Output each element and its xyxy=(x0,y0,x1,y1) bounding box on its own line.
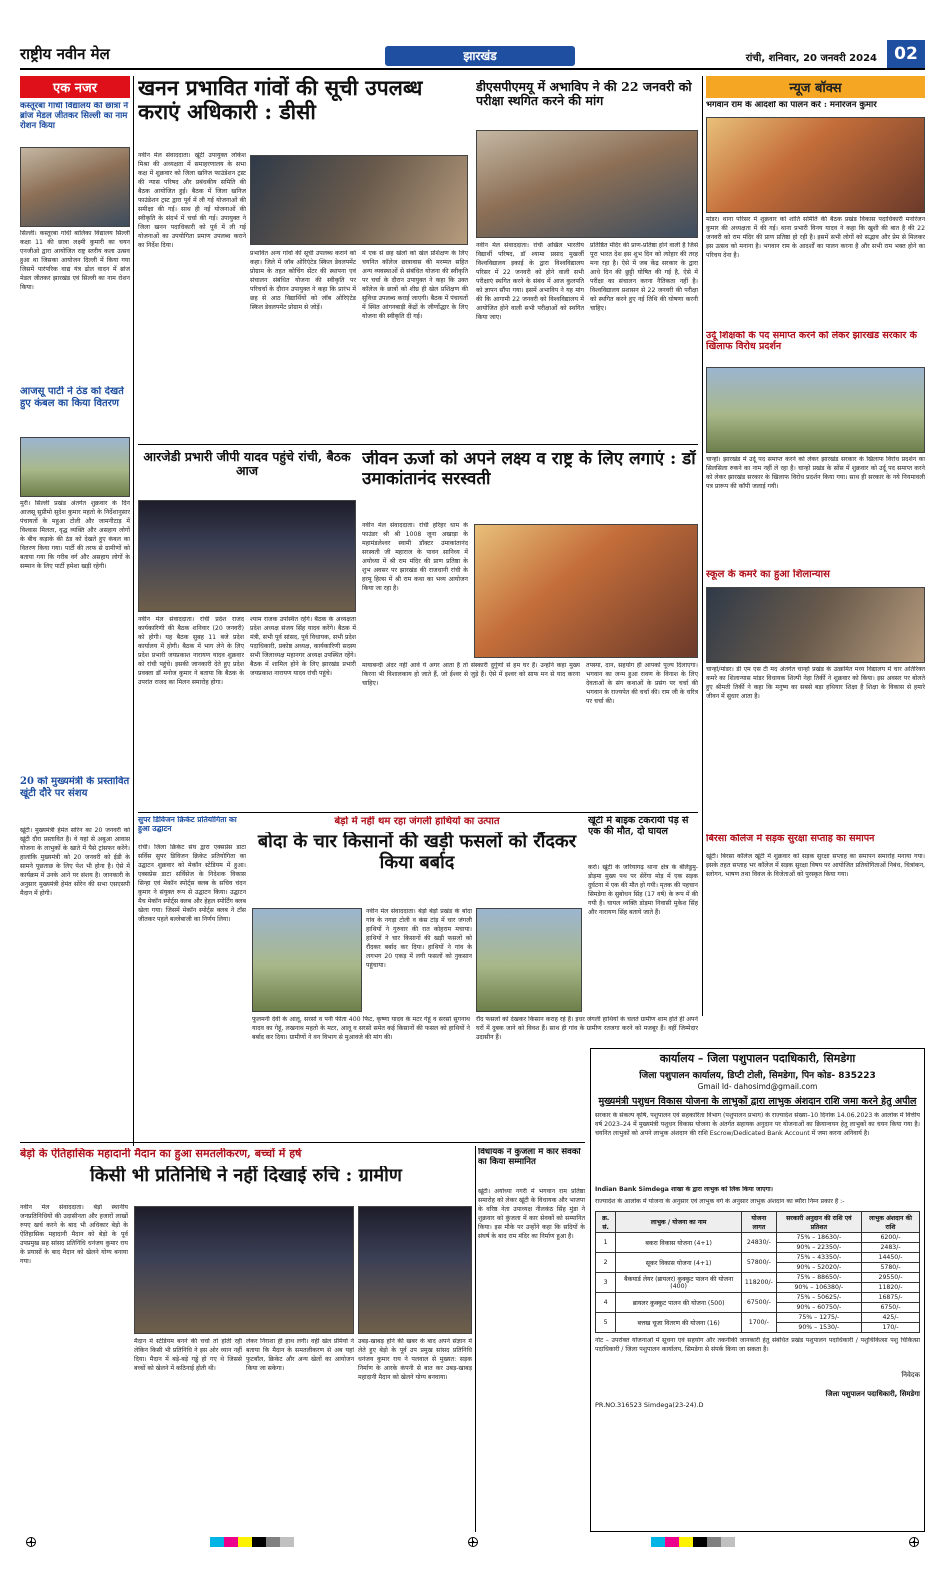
left-story-3-body: खूंटी। मुख्यमंत्री हेमंत सोरेन का 20 जनवरी को खूंटी दौरा प्रस्तावित है। वे यहां से अबुआ आवास योजना के लाभुकों के खाते में पैसे ट्रांसफर करेंगे। हालांकि मुख्यमंत्री को 20 जनवरी को ईडी के सामने पूछताछ के लिए पेश भी होना है। ऐसे में कार्यक्रम में उनके आने पर संशय है। जानकारी के अनुसार मुख्यमंत्री हेमंत सोरेन की सभा एसएसपी मैदान में होगी। xyxy=(20,827,130,897)
cell-name: ब्रायलर कुक्कुट पालन की योजना (500) xyxy=(616,1292,742,1312)
bike-accident-story-title: खूंटी में बाइक टकरायी पेड़ से एक की मौत, दो घायल xyxy=(588,816,689,837)
notice-office: कार्यालय – जिला पशुपालन पदाधिकारी, सिमडेगा xyxy=(659,1052,856,1065)
cell-share: 6750/- xyxy=(862,1302,920,1312)
issue-date: रांची, शनिवार, 20 जनवरी 2024 xyxy=(745,53,877,64)
cell-cost: 57800/- xyxy=(742,1252,777,1272)
cell-subsidy: 90% – 1530/- xyxy=(776,1322,861,1332)
government-notice xyxy=(590,1048,925,1532)
lead-story-photo xyxy=(250,155,468,245)
mahadani-story-body-col2: मैदान में स्टेडियम बनने की चर्चा तो होती रही लेकिन किसी भी प्रतिनिधि ने इस ओर ध्यान नहीं दिया। मैदान में बड़े-बड़े गड्ढे हो गए थे जिससे बच्चों को खेलने में कठिनाई होती थी। xyxy=(134,1338,242,1372)
lead-story xyxy=(138,76,468,150)
cell-cost: 24830/- xyxy=(742,1232,777,1252)
left-story-2-photo xyxy=(20,437,130,497)
news-box-story-3-title: स्कूल के कमरे का हुआ शिलान्यास xyxy=(706,569,830,580)
lead-story-body-col3: में एक से छह खेलों को खेल प्रशिक्षण के लिए चयनित कॉलेज छात्रावास की मरम्मत सहित अन्य व्यवस्थाओं से संबंधित योजना की स्वीकृति पर चर्चा के दौरान उपायुक्त ने कहा कि उक्त कॉलेज के छात्रों को शीघ्र ही खेल प्रशिक्षण की सुविधा उपलब्ध कराई जाएगी। बैठक में पंचायतों में स्थित आंगनबाड़ी केंद्रों के जीर्णोद्धार के लिए योजना की स्वीकृति दी गई। xyxy=(362,250,468,320)
column-divider xyxy=(702,76,703,1016)
saraswati-story-photo xyxy=(474,524,698,658)
left-story-1-body: सिल्ली। कस्तूरबा गांधी बालिका विद्यालय सिल्ली कक्षा 11 की छात्रा लक्ष्मी कुमारी का चयन एनजीओ द्वारा आयोजित राष्ट्र स्तरीय कला उत्सव हुआ था जिसका आयोजन दिल्ली में किया गया जिसमें पारंपरिक वाद्य यंत्र ढोल वादन में ब्रांज मेडल जीतकर झारखंड एवं सिल्ली का नाम रोशन किया। xyxy=(20,230,130,291)
column-divider xyxy=(133,76,134,1146)
cell-subsidy: 75% – 18630/- xyxy=(776,1232,861,1242)
col-header-sn: क्र. सं. xyxy=(596,1211,616,1232)
cell-cost: 67500/- xyxy=(742,1292,777,1312)
news-box-story-1-title: भगवान राम के आदर्शों का पालन करें : मनोरंजन कुमार xyxy=(706,101,877,110)
abvp-story-body-col2: प्रतिष्ठित मंदिर की प्राण-प्रतिष्ठा होने वाली है जिसे पूरा भारत देश इस शुभ दिन को त्योहार की तरह मना रहा है। ऐसे में जब केंद्र सरकार के द्वारा आधे दिन की छुट्टी घोषित की गई है, ऐसे में परीक्षा का संचालन करना नैतिकता नहीं है। विश्वविद्यालय प्रशासन से 22 जनवरी की परीक्षा को स्थगित करने हुए नई तिथि की घोषणा करनी चाहिए। xyxy=(590,242,698,312)
color-swatch xyxy=(266,1537,280,1547)
cell-subsidy: 90% – 60750/- xyxy=(776,1302,861,1312)
saraswati-story-body-col1: नवीन मेल संवाददाता। रांची हरिहर धाम के फाउंडर श्री श्री 1008 जूना अखाड़ा के महामंडलेश्वर स्वामी डॉक्टर उमाकांतानंद सरस्वती जी महाराज के पावन सानिध्य में अयोध्या में श्री राम मंदिर की प्राण प्रतिष्ठा के शुभ अवसर पर झारखंड की राजधानी रांची के हरमू हिल्स में श्री राम कथा का भव्य आयोजन किया जा रहा है। xyxy=(362,522,468,592)
cell-subsidy: 90% – 22350/- xyxy=(776,1242,861,1252)
mahadani-story-photo-1 xyxy=(134,1206,354,1334)
color-swatch xyxy=(210,1537,224,1547)
mahadani-story-body-col4: उबड़-खाबड़ होने की खबर के बाद अपने संज्ञान में लेते हुए बेड़ो के पूर्व उप प्रमुख सांसद प्रतिनिधि धनंजय कुमार राय ने पलवाल से मुख्यत: सड़क निर्माण के आरके कंपनी से बात कर उबड़-खाबड़ महादानी मैदान को खेलने योग्य बनवाया। xyxy=(358,1338,472,1381)
color-swatch xyxy=(280,1537,294,1547)
rjd-story-photo xyxy=(138,500,356,612)
saraswati-story-body-col2: मायाबन्दी अंदर नहीं आवे ये अगर आता है तो संस्कारी दुर्गुणों से हम घर हैं। उन्होंने कहा मुख्य किरना भी विशालकाय हो जाते हैं, जो ईश्वर से जुड़े हैं। ऐसे में इश्वर को साफ मन से याद करना चाहिए। xyxy=(362,662,580,687)
cell-share: 425/- xyxy=(862,1312,920,1322)
abvp-story-title: डीएसपीएमयू में अभाविप ने की 22 जनवरी को परीक्षा स्थगित करने की मांग xyxy=(476,80,692,109)
left-story-1-photo xyxy=(20,147,130,227)
news-box-story-1-body: मांडर। थाना परिसर में शुक्रवार को शांति समिति की बैठक प्रखंड विकास पदाधिकारी मनोरंजन कुमार की अध्यक्षता में की गई। थाना प्रभारी विनय यादव ने कहा कि खुशी की बात है की 22 जनवरी को राम मंदिर की प्राण प्रतिष्ठा हो रही है। इसमें सभी लोगों को सद्भाव और प्रेम से मिलकर इस उत्सव को मनाना है। भगवान राम के आदर्शों का पालन करना है और सभी राम भक्त होने का परिचय देना है। xyxy=(706,216,925,259)
lead-story-body-col2: प्रभावित अन्य गांवों की सूची उपलब्ध कराने को कहा। जिले में जॉब ओरिएंटेड स्किल डेवलपमेंट प्रोग्राम के तहत कोचिंग सेंटर की स्थापना एवं संचालन संबंधित योजना की स्वीकृति पर परिचर्चा के दौरान उपायुक्त ने कहा कि प्रारंभ में छह से आठ विद्यार्थियों को जॉब ओरिएंटेड स्किल डेवलपमेंट प्रोग्राम से जोड़ें। xyxy=(250,250,356,311)
cell-sn: 5 xyxy=(596,1312,616,1332)
cell-cost: 1700/- xyxy=(742,1312,777,1332)
rjd-story-title: आरजेडी प्रभारी जीपी यादव पहुंचे रांची, बैठक आज xyxy=(143,450,351,479)
left-column xyxy=(20,76,130,1222)
news-box xyxy=(706,76,925,945)
left-story-2-title: आजसू पार्टी ने ठंड को देखते हुए कंबल का किया वितरण xyxy=(20,386,124,409)
news-box-story-4-title: बिरसा कॉलेज में सड़क सुरक्षा सप्ताह का समापन xyxy=(706,834,875,844)
row-divider xyxy=(138,444,698,445)
cell-name: बैकयार्ड लेयर (ब्रायलर) कुक्कुट पालन की योजना (400) xyxy=(616,1272,742,1292)
abvp-story-body-col1: नवीन मेल संवाददाता। रांची अखिल भारतीय विद्यार्थी परिषद, डॉ श्यामा प्रसाद मुखर्जी विश्वविद्यालय इकाई के द्वारा विश्वविद्यालय परिसर में 22 जनवरी को होने वाली सभी परीक्षाएं स्थगित करने के संबंध में आज कुलपति को ज्ञापन सौंपा गया। इसमें अभाविप ने यह मांग की कि आगामी 22 जनवरी को विश्वविद्यालय में आयोजित होने वाली सभी परीक्षाओं को स्थगित किया जाए। xyxy=(476,242,584,321)
notice-note: नोट – उपरोक्त योजनाओं में सूचना एवं सहयोग और तकनीकी जानकारी हेतु संबंधित प्रखंड पशुपालन पदाधिकारी / पशुचिकित्सा पशु चिकित्सा पदाधिकारी / जिला पशुपालन कार्यालय, सिमडेगा से संपर्क किया जा सकता है। xyxy=(595,1336,920,1353)
elephant-story-title: बोदा के चार किसानों की खड़ी फसलों को रौंदकर किया बर्बाद xyxy=(257,832,577,873)
registration-mark-icon xyxy=(909,1537,919,1547)
saraswati-story-body-col3: तपस्या, दान, सहयोग ही आपको पूज्य दिलाएगा। भगवान का जन्म हुआ रावण के विनाश के लिए देवताओं के संग कथाओं के प्रसंग पर चर्चा की भगवान के राज्यपेत की चर्चा की। राम जी के चरित्र पर चर्चा की। xyxy=(586,662,698,705)
left-story-1-title: कस्तूरबा गांधी विद्यालय की छात्रा ने ब्रांज मेडल जीतकर सिल्ली का नाम रोशन किया xyxy=(20,102,129,131)
rjd-story-body-col2: श्याम राजक उपस्थित रहेंगे। बैठक के अध्यक्षता प्रदेश अध्यक्ष संजय सिंह यादव करेंगे। बैठक में मंत्री, सभी पूर्व सांसद, पूर्व विधायक, सभी प्रदेश पदाधिकारी, प्रकोष्ठ अध्यक्ष, कार्यकारिणी सदस्य सभी जिलाध्यक्ष महानगर अध्यक्ष उपस्थित रहेंगे। बैठक में शामिल होने के लिए झारखंड प्रभारी जयप्रकाश नारायण यादव रांची पहुंचे। xyxy=(250,616,356,677)
elephant-story-photo-1 xyxy=(252,908,362,1012)
notice-sign-label: निवेदक xyxy=(901,1370,920,1379)
cell-share: 29550/- xyxy=(862,1272,920,1282)
cell-share: 170/- xyxy=(862,1322,920,1332)
row-divider xyxy=(20,1142,585,1143)
table-row xyxy=(596,1232,920,1242)
cell-cost: 118200/- xyxy=(742,1272,777,1292)
color-swatch xyxy=(679,1537,693,1547)
ek-nazar-header: एक नजर xyxy=(20,76,130,98)
notice-signature: जिला पशुपालन पदाधिकारी, सिमडेगा xyxy=(825,1389,920,1398)
left-story-2-body: मुरी। सिल्ली प्रखंड अंतर्गत शुक्रवार के दिन आजसू सुप्रीमो सुदेश कुमार महतो के निर्देशानुसार पंचायतों के महुआ टोली और जामनीटाड़ में विश्वास मिलता, वृद्ध व्यक्ति और असहाय लोगों के बीच कड़ाके की ठंड को देखते हुए कंबल का वितरण किया गया। पार्टी की तरफ से ग्रामीणों को बताया गया कि गरीब वर्ग और असहाय लोगों के सम्मान के लिए पार्टी हमेशा खड़ी रहेगी। xyxy=(20,500,130,570)
cell-name: बत्तख चूजा वितरण की योजना (16) xyxy=(616,1312,742,1332)
notice-intro: सरकार के संकल्प कृषि, पशुपालन एवं सहकारिता विभाग (पशुपालन प्रभाग) के राज्यादेश संख्या–10 दिनांक 14.06.2023 के आलोक में वित्तीय वर्ष 2023–24 में मुख्यमंत्री पशुधन विकास योजना के अंतर्गत सहायक अनुदान पर योजनाओं का क्रियान्वयन हेतु लाभुकों का चयन किया गया है। चयनित लाभुकों को अपने लाभुक अंशदान की राशि Escrow/Dedicated Bank Account में जमा करना अनिवार्य है। xyxy=(595,1111,920,1137)
notice-headline: मुख्यमंत्री पशुधन विकास योजना के लाभुकों द्वारा लाभुक अंशदान राशि जमा करने हेतु अपील xyxy=(598,1095,917,1107)
cell-sn: 3 xyxy=(596,1272,616,1292)
col-header-subsidy: सरकारी अनुदान की राशि एवं प्रतिशत xyxy=(776,1211,861,1232)
cell-share: 14450/- xyxy=(862,1252,920,1262)
table-row xyxy=(596,1292,920,1302)
mahadani-story-body-col1: नवीन मेल संवाददाता। बेड़ो स्थानीय जनप्रतिनिधियों की उदासीनता और हजारों लाखों रुपए खर्च करने के बाद भी अधिकार बेड़ो के ऐतिहासिक महादानी मैदान को बेड़ो के पूर्व उपप्रमुख सह सांसद प्रतिनिधि धनंजय कुमार राय के प्रयासों के बाद मैदान को खेलने योग्य बनाया गया। xyxy=(20,1204,128,1265)
cell-subsidy: 75% – 1275/- xyxy=(776,1312,861,1322)
table-row xyxy=(596,1312,920,1322)
cell-sn: 1 xyxy=(596,1232,616,1252)
news-box-header: न्यूज बॉक्स xyxy=(706,76,925,98)
lead-story-body-col1: नवीन मेल संवाददाता। खूंटी उपायुक्त लोकेश मिश्रा की अध्यक्षता में समाहरणालय के सभा कक्ष में शुक्रवार को जिला खनिज फाउंडेशन ट्रस्ट की न्यास परिषद और प्रबंधकीय समिति की बैठक आयोजित हुई। बैठक में जिला खनिज फाउंडेशन ट्रस्ट द्वारा पूर्व में ली गई योजनाओं की समीक्षा की गई। साथ ही नई योजनाओं की स्वीकृति के संदर्भ में चर्चा की गई। उपायुक्त ने जिला खनन पदाधिकारी को पूर्व में ली गई योजनाओं का उपयोगिता प्रमाण उपलब्ध कराने का निर्देश दिया। xyxy=(138,152,246,249)
news-box-story-1-photo xyxy=(706,117,925,213)
color-swatch xyxy=(224,1537,238,1547)
news-box-story-2-title: उर्दू शिक्षकों के पद समाप्त करने को लेकर झारखंड सरकार के खिलाफ विरोध प्रदर्शन xyxy=(706,331,917,352)
cell-share: 2483/- xyxy=(862,1242,920,1252)
elephant-story-body-col1: नवीन मेल संवाददाता। बेड़ो बेड़ो प्रखंड के बोदा गांव के नगड़ा टोली व कंस टांड़ में चार जंगली हाथियों ने गुरुवार की रात कोहराम मचाया। हाथियों ने चार किसानों की खड़ी फसलों को रौंदकर बर्बाद कर दिया। हाथियों ने गांव के लगभग 20 एकड़ में लगी फसलों को नुकसान पहुंचाया। xyxy=(366,908,472,969)
col-header-cost: योजना लागत xyxy=(742,1211,777,1232)
mahadani-story-body-col3: लेकर निराशा ही हाथ लगी। वहीं खेल प्रेमियों ने बताया कि मैदान के समतलीकरण से अब यहां फुटबॉल, क्रिकेट और अन्य खेलों का आयोजन किया जा सकेगा। xyxy=(246,1338,354,1372)
col-header-share: लाभुक अंशदान की राशि xyxy=(862,1211,920,1232)
table-row xyxy=(596,1252,920,1262)
color-swatch xyxy=(721,1537,735,1547)
newspaper-name: राष्ट्रीय नवीन मेल xyxy=(20,45,110,63)
notice-email: Gmail Id- dahosimd@gmail.com xyxy=(697,1081,818,1091)
cell-subsidy: 90% – 106380/- xyxy=(776,1282,861,1292)
mahadani-story-title: किसी भी प्रतिनिधि ने नहीं दिखाई रुचि : ग्रामीण xyxy=(90,1166,402,1186)
abvp-story-photo xyxy=(476,130,698,238)
color-swatches-right xyxy=(651,1537,735,1547)
color-swatch xyxy=(651,1537,665,1547)
lead-story-title: खनन प्रभावित गांवों की सूची उपलब्ध कराएं अधिकारी : डीसी xyxy=(138,76,423,125)
mahadani-story-photo-2 xyxy=(358,1206,472,1334)
color-swatch xyxy=(238,1537,252,1547)
cricket-story-body: रांची। जिला क्रिकेट संघ द्वारा एक्सप्रेस डाटा सर्विस सुपर डिविजन क्रिकेट प्रतियोगिता का उद्घाटन शुक्रवार को मेकॉन स्टेडियम में हुआ। एक्सप्रेस डाटा सर्विसेज के निदेशक विकास सिन्हा एवं मेकॉन स्पोर्ट्स क्लब के सचिव चंदन कुमार ने संयुक्त रूप से उद्घाटन किया। उद्घाटन मैच मेकॉन स्पोर्ट्स क्लब और हेहल स्पोर्टिंग क्लब खेला गया। जिसमें मेकॉन स्पोर्ट्स क्लब ने टॉस जीतकर पहले बल्लेबाजी का निर्णय लिया। xyxy=(138,844,246,923)
notice-address: जिला पशुपालन कार्यालय, डिप्टी टोली, सिमडेगा, पिन कोड- 835223 xyxy=(639,1070,876,1081)
notice-pr-number: PR.NO.316523 Simdega(23-24).D xyxy=(595,1400,704,1409)
news-box-story-3-body: चान्हो/मांडर। डी एम एस टी मद अंतर्गत चान्हो प्रखंड के उत्क्रमित मध्य विद्यालय में चार अतिरिक्त कमरे का शिलान्यास मांडर विधायक शिल्पी नेहा तिर्की ने शुक्रवार को किया। इस अवसर पर बोलते हुए श्रीमती तिर्की ने कहा कि मनुष्य का सबसे बड़ा हथियार शिक्षा है शिक्षा के विकास से हमारे जीवन में सुधार आता है। xyxy=(706,666,925,700)
cell-name: सूकर विकास योजना (4+1) xyxy=(616,1252,742,1272)
color-swatches-left xyxy=(210,1537,294,1547)
kujla-story-body: खूंटी। अयोध्या नगरी में भगवान राम प्रतिष्ठा समारोह को लेकर खूंटी के विधायक और भाजपा के वरिष्ठ नेता उपाध्यक्ष नीलकंठ सिंह मुंडा ने शुक्रवार को कुंजला में कार सेवकों को सम्मानित किया। इस मौके पर उन्होंने कहा कि सदियों के संघर्ष के बाद राम मंदिर का निर्माण हुआ है। xyxy=(478,1188,585,1240)
color-swatch xyxy=(665,1537,679,1547)
cell-sn: 2 xyxy=(596,1252,616,1272)
notice-table xyxy=(595,1211,920,1333)
row-divider xyxy=(138,812,698,813)
notice-bank-line: Indian Bank Simdega शाखा के द्वारा लाभुक को लिंक किया जाएगा। xyxy=(595,1185,773,1193)
mahadani-story-kicker: बेड़ो के ऐतिहासिक महादानी मैदान का हुआ समतलीकरण, बच्चों में हर्ष xyxy=(20,1148,302,1160)
masthead xyxy=(20,42,925,70)
registration-mark-icon xyxy=(468,1537,478,1547)
color-swatch xyxy=(693,1537,707,1547)
elephant-story-body-col2: फूलमनी देवी के आलू, सरसो व पनी फीता 400 फिट, कृष्णा यादव के मटर गेहूं व सरसो सुगनाथ यादव का गेहूं, लखनाथ महतो के मटर, आलू व सरसो समेत कई किसानों की फसल को हाथियों ने बर्बाद कर दिया। ग्रामीणों ने वन विभाग से मुआवजे की मांग की। xyxy=(252,1016,470,1041)
cell-sn: 4 xyxy=(596,1292,616,1312)
cell-subsidy: 75% – 50625/- xyxy=(776,1292,861,1302)
color-swatch xyxy=(252,1537,266,1547)
column-divider xyxy=(475,1146,476,1532)
cell-subsidy: 75% – 88650/- xyxy=(776,1272,861,1282)
table-row xyxy=(596,1272,920,1282)
table-header-row xyxy=(596,1211,920,1232)
cell-share: 11820/- xyxy=(862,1282,920,1292)
cell-share: 5780/- xyxy=(862,1262,920,1272)
registration-mark-icon xyxy=(26,1537,36,1547)
print-registration-bar xyxy=(20,1535,925,1549)
news-box-story-4-body: खूंटी। बिरसा कॉलेज खूंटी में शुक्रवार को सड़क सुरक्षा सप्ताह का समापन समारोह मनाया गया। इसके तहत सप्ताह भर कॉलेज में सड़क सुरक्षा विषय पर आयोजित प्रतियोगिताओं निबंध, चित्रांकन, स्लोगन, भाषण तथा विवज के विजेताओं को पुरस्कृत किया गया। xyxy=(706,853,925,878)
cell-name: बकरा विकास योजना (4+1) xyxy=(616,1232,742,1252)
kujla-story-title: विधायक ने कुंजला में कार सेवकों का किया सम्मानित xyxy=(478,1148,581,1167)
elephant-story-body-col3: रौंद फसलों को देखकर किसान कराह रहे हैं। इधर जंगली हाथियों के चलते ग्रामीण शाम होते ही अपने घरों में दुबक जाने को विवश हैं। साथ ही गांव के ग्रामीण रतजगा करने को मजबूर हैं। वहीं जिम्मेदार उदासीन हैं। xyxy=(476,1016,698,1041)
cell-subsidy: 90% – 52020/- xyxy=(776,1262,861,1272)
saraswati-story-title: जीवन ऊर्जा को अपने लक्ष्य व राष्ट्र के लिए लगाएं : डॉ उमाकांतानंद सरस्वती xyxy=(362,450,696,489)
section-label: झारखंड xyxy=(385,46,575,66)
notice-table-caption: राज्यादेश के आलोक में योजना के अनुसार एवं लाभुक वर्ग के अनुसार लाभुक अंशदान का ब्यौरा निम्न प्रकार है :- xyxy=(595,1197,845,1205)
left-story-3-title: 20 को मुख्यमंत्री के प्रस्तावित खूंटी दौरे पर संशय xyxy=(20,776,130,799)
rjd-story-body-col1: नवीन मेल संवाददाता। रांची प्रदेश राजद कार्यकारिणी की बैठक शनिवार (20 जनवरी) को होगी। यह बैठक सुबह 11 बजे प्रदेश कार्यालय में होगी। बैठक में भाग लेने के लिए प्रदेश प्रभारी जयप्रकाश नारायण यादव शुक्रवार को रांची पहुंचे। इसकी जानकारी देते हुए प्रदेश प्रवक्ता डॉ मनोज कुमार ने बताया कि बैठक के उपरांत राजद का मिलन समारोह होगा। xyxy=(138,616,244,686)
page-number: 02 xyxy=(887,40,925,68)
news-box-story-2-photo xyxy=(706,367,925,453)
cell-subsidy: 75% – 43350/- xyxy=(776,1252,861,1262)
cell-share: 6200/- xyxy=(862,1232,920,1242)
news-box-story-2-body: चान्हो। झारखंड में उर्दू पद समाप्त करने को लेकर झारखंड सरकार के खिलाफ विरोध प्रदर्शन का सिलसिला रुकने का नाम नहीं ले रहा है। चान्हो प्रखंड के सोंस में शुक्रवार को उर्दू पद समाप्त करने को लेकर झारखंड सरकार के खिलाफ विरोध प्रदर्शन किया गया। साथ ही सरकार के नये नियमावली पत्र प्रारूप की कॉपी जलाई गयी। xyxy=(706,456,925,490)
news-box-story-3-photo xyxy=(706,587,925,663)
elephant-story-kicker: बेड़ो में नहीं थम रहा जंगली हाथियों का उत्पात xyxy=(334,816,500,827)
cricket-story-title: सुपर डिविजन क्रिकेट प्रतियोगिता का हुआ उद्घाटन xyxy=(138,816,237,833)
elephant-story-photo-2 xyxy=(476,908,582,1012)
cell-share: 16875/- xyxy=(862,1292,920,1302)
color-swatch xyxy=(707,1537,721,1547)
col-header-name: लाभुक / योजना का नाम xyxy=(616,1211,742,1232)
bike-accident-story-body: कर्रा। खूंटी के जरियागढ़ थाना क्षेत्र के बेलिडुमु-डोड़मा मुख्य पथ पर सेरेंगा मोड़ में एक सड़क दुर्घटना में एक की मौत हो गयी। मृतक की पहचान सिमडेगा के सुबोधन सिंह (17 वर्ष) के रूप में की गयी है। घायल व्यक्ति डोड़मा निवासी मुकेश सिंह और नारायण सिंह बताये जाते हैं। xyxy=(588,864,698,916)
